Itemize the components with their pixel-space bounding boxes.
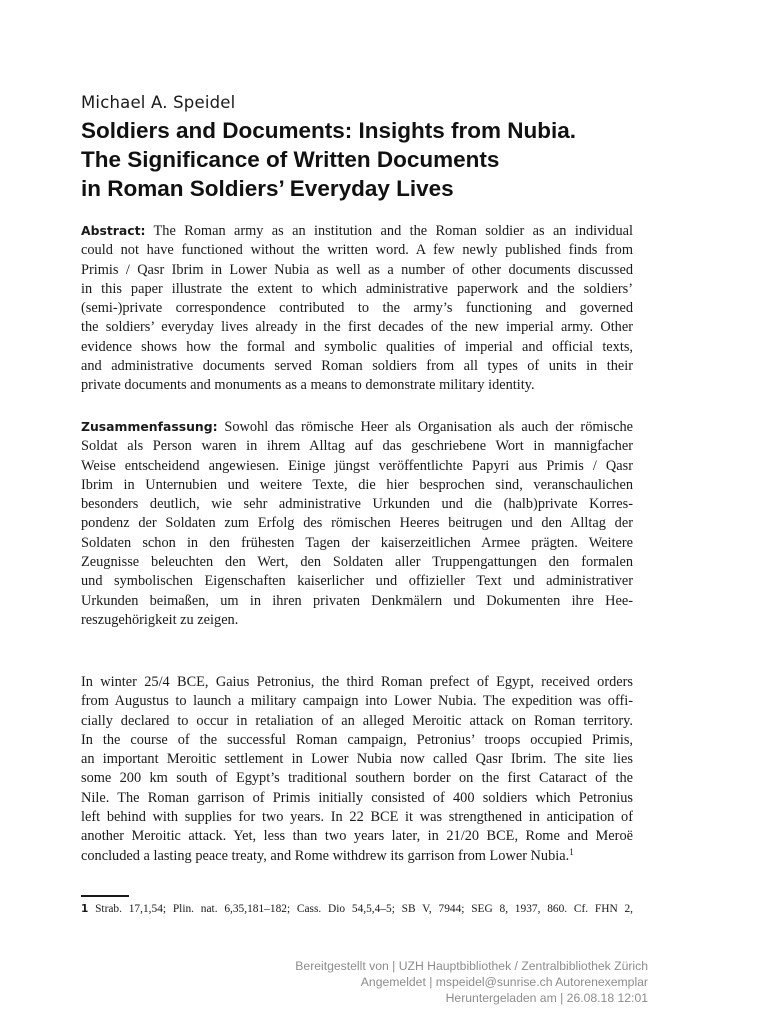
title-line: in Roman Soldiers’ Everyday Lives bbox=[81, 176, 454, 201]
zusammenfassung-line: besonders deutlich, wie sehr administrative Urkunden und die (halb)private Korres- bbox=[81, 496, 633, 513]
body-line: from Augustus to launch a military campaign into Lower Nubia. The expedition was offi- bbox=[81, 693, 633, 710]
author-name: Michael A. Speidel bbox=[81, 93, 236, 112]
zusammenfassung-line: Soldat als Person waren in ihrem Alltag auf das geschriebene Wort in mannigfacher bbox=[81, 438, 633, 455]
zusammenfassung-line: Ibrim in Unternubien und weitere Texte, die hier besprochen sind, veranschaulichen bbox=[81, 476, 633, 493]
zusammenfassung-line: pondenz der Soldaten zum Erfolg des römischen Heeres beitrugen und den Alltag der bbox=[81, 515, 633, 532]
footnote-divider bbox=[81, 895, 129, 897]
abstract-paragraph bbox=[81, 221, 633, 396]
abstract-line: in this paper illustrate the extent to which administrative paperwork and the soldiers’ bbox=[81, 280, 633, 297]
abstract-line: (semi-)private correspondence contributed to the army’s functioning and governed bbox=[81, 300, 633, 317]
zusammenfassung-line: Weise entscheidend angewiesen. Einige jüngst veröffentlichte Papyri aus Primis / Qasr bbox=[81, 457, 633, 474]
abstract-line: the soldiers’ everyday lives already in the first decades of the new imperial army. Other bbox=[81, 319, 633, 336]
abstract-line: and administrative documents served Roman soldiers from all types of units in their bbox=[81, 358, 633, 375]
abstract-line: evidence shows how the formal and symbolic qualities of imperial and official texts, bbox=[81, 338, 633, 355]
footnote-text: Strab. 17,1,54; Plin. nat. 6,35,181–182; Cass. Dio 54,5,4–5; SB V, 7944; SEG 8, 1937, 860. Cf. FHN 2, bbox=[88, 903, 633, 915]
abstract-line: Primis / Qasr Ibrim in Lower Nubia as well as a number of other documents discussed bbox=[81, 261, 633, 278]
body-line: an important Meroitic settlement in Lower Nubia now called Qasr Ibrim. The site lies bbox=[81, 751, 633, 768]
abstract-line: private documents and monuments as a means to demonstrate military identity. bbox=[81, 377, 535, 394]
body-line: cially declared to occur in retaliation of an alleged Meroitic attack on Roman territory. bbox=[81, 712, 633, 729]
abstract-line: could not have functioned without the written word. A few newly published finds from bbox=[81, 242, 633, 259]
zusammenfassung-line: Soldaten schon in den frühesten Tagen der kaiserzeitlichen Armee prägten. Weitere bbox=[81, 534, 633, 551]
title-line: Soldiers and Documents: Insights from Nubia. bbox=[81, 118, 577, 143]
footnote-reference[interactable]: 1 bbox=[569, 846, 574, 857]
zusammenfassung-line: Zeugnisse beleuchten den Wert, den Soldaten aller Truppengattungen den formalen bbox=[81, 554, 633, 571]
zusammenfassung-label: Zusammenfassung: bbox=[81, 419, 218, 434]
footnote-number: 1 bbox=[81, 903, 89, 915]
abstract-line: Abstract: The Roman army as an institution and the Roman soldier as an individual bbox=[81, 223, 633, 239]
zusammenfassung-line: reszugehörigkeit zu zeigen. bbox=[81, 611, 239, 628]
footnote bbox=[81, 901, 633, 917]
paper-title bbox=[81, 116, 681, 203]
download-watermark bbox=[198, 958, 648, 1006]
body-line: Nile. The Roman garrison of Primis initially consisted of 400 soldiers which Petronius bbox=[81, 789, 633, 806]
watermark-line: Heruntergeladen am | 26.08.18 12:01 bbox=[445, 991, 648, 1005]
abstract-label: Abstract: bbox=[81, 223, 146, 238]
body-line: left behind with supplies for two years. In 22 BCE it was strengthened in anticipation of bbox=[81, 809, 633, 826]
body-line: some 200 km south of Egypt’s traditional southern border on the first Cataract of the bbox=[81, 770, 633, 787]
zusammenfassung-line: Zusammenfassung: Sowohl das römische Heer als Organisation als auch der römische bbox=[81, 419, 633, 435]
body-line: In winter 25/4 BCE, Gaius Petronius, the third Roman prefect of Egypt, received orders bbox=[81, 674, 633, 690]
zusammenfassung-line: Urkunden beimaßen, um in ihren privaten Denkmälern und Dokumenten ihre Hee- bbox=[81, 592, 633, 609]
body-paragraph bbox=[81, 673, 633, 866]
body-line: another Meroitic attack. Yet, less than two years later, in 21/20 BCE, Rome and Meroë bbox=[81, 828, 633, 845]
zusammenfassung-paragraph bbox=[81, 417, 633, 630]
watermark-line: Bereitgestellt von | UZH Hauptbibliothek / Zentralbibliothek Zürich bbox=[295, 959, 648, 973]
watermark-line: Angemeldet | mspeidel@sunrise.ch Autorenexemplar bbox=[360, 975, 648, 989]
title-line: The Significance of Written Documents bbox=[81, 147, 500, 172]
body-line: In the course of the successful Roman campaign, Petronius’ troops occupied Primis, bbox=[81, 731, 633, 748]
body-line: concluded a lasting peace treaty, and Rome withdrew its garrison from Lower Nubia.$^1$ bbox=[81, 846, 574, 864]
zusammenfassung-line: und symbolischen Eigenschaften kaiserlicher und offizieller Text und administrativer bbox=[81, 573, 633, 590]
